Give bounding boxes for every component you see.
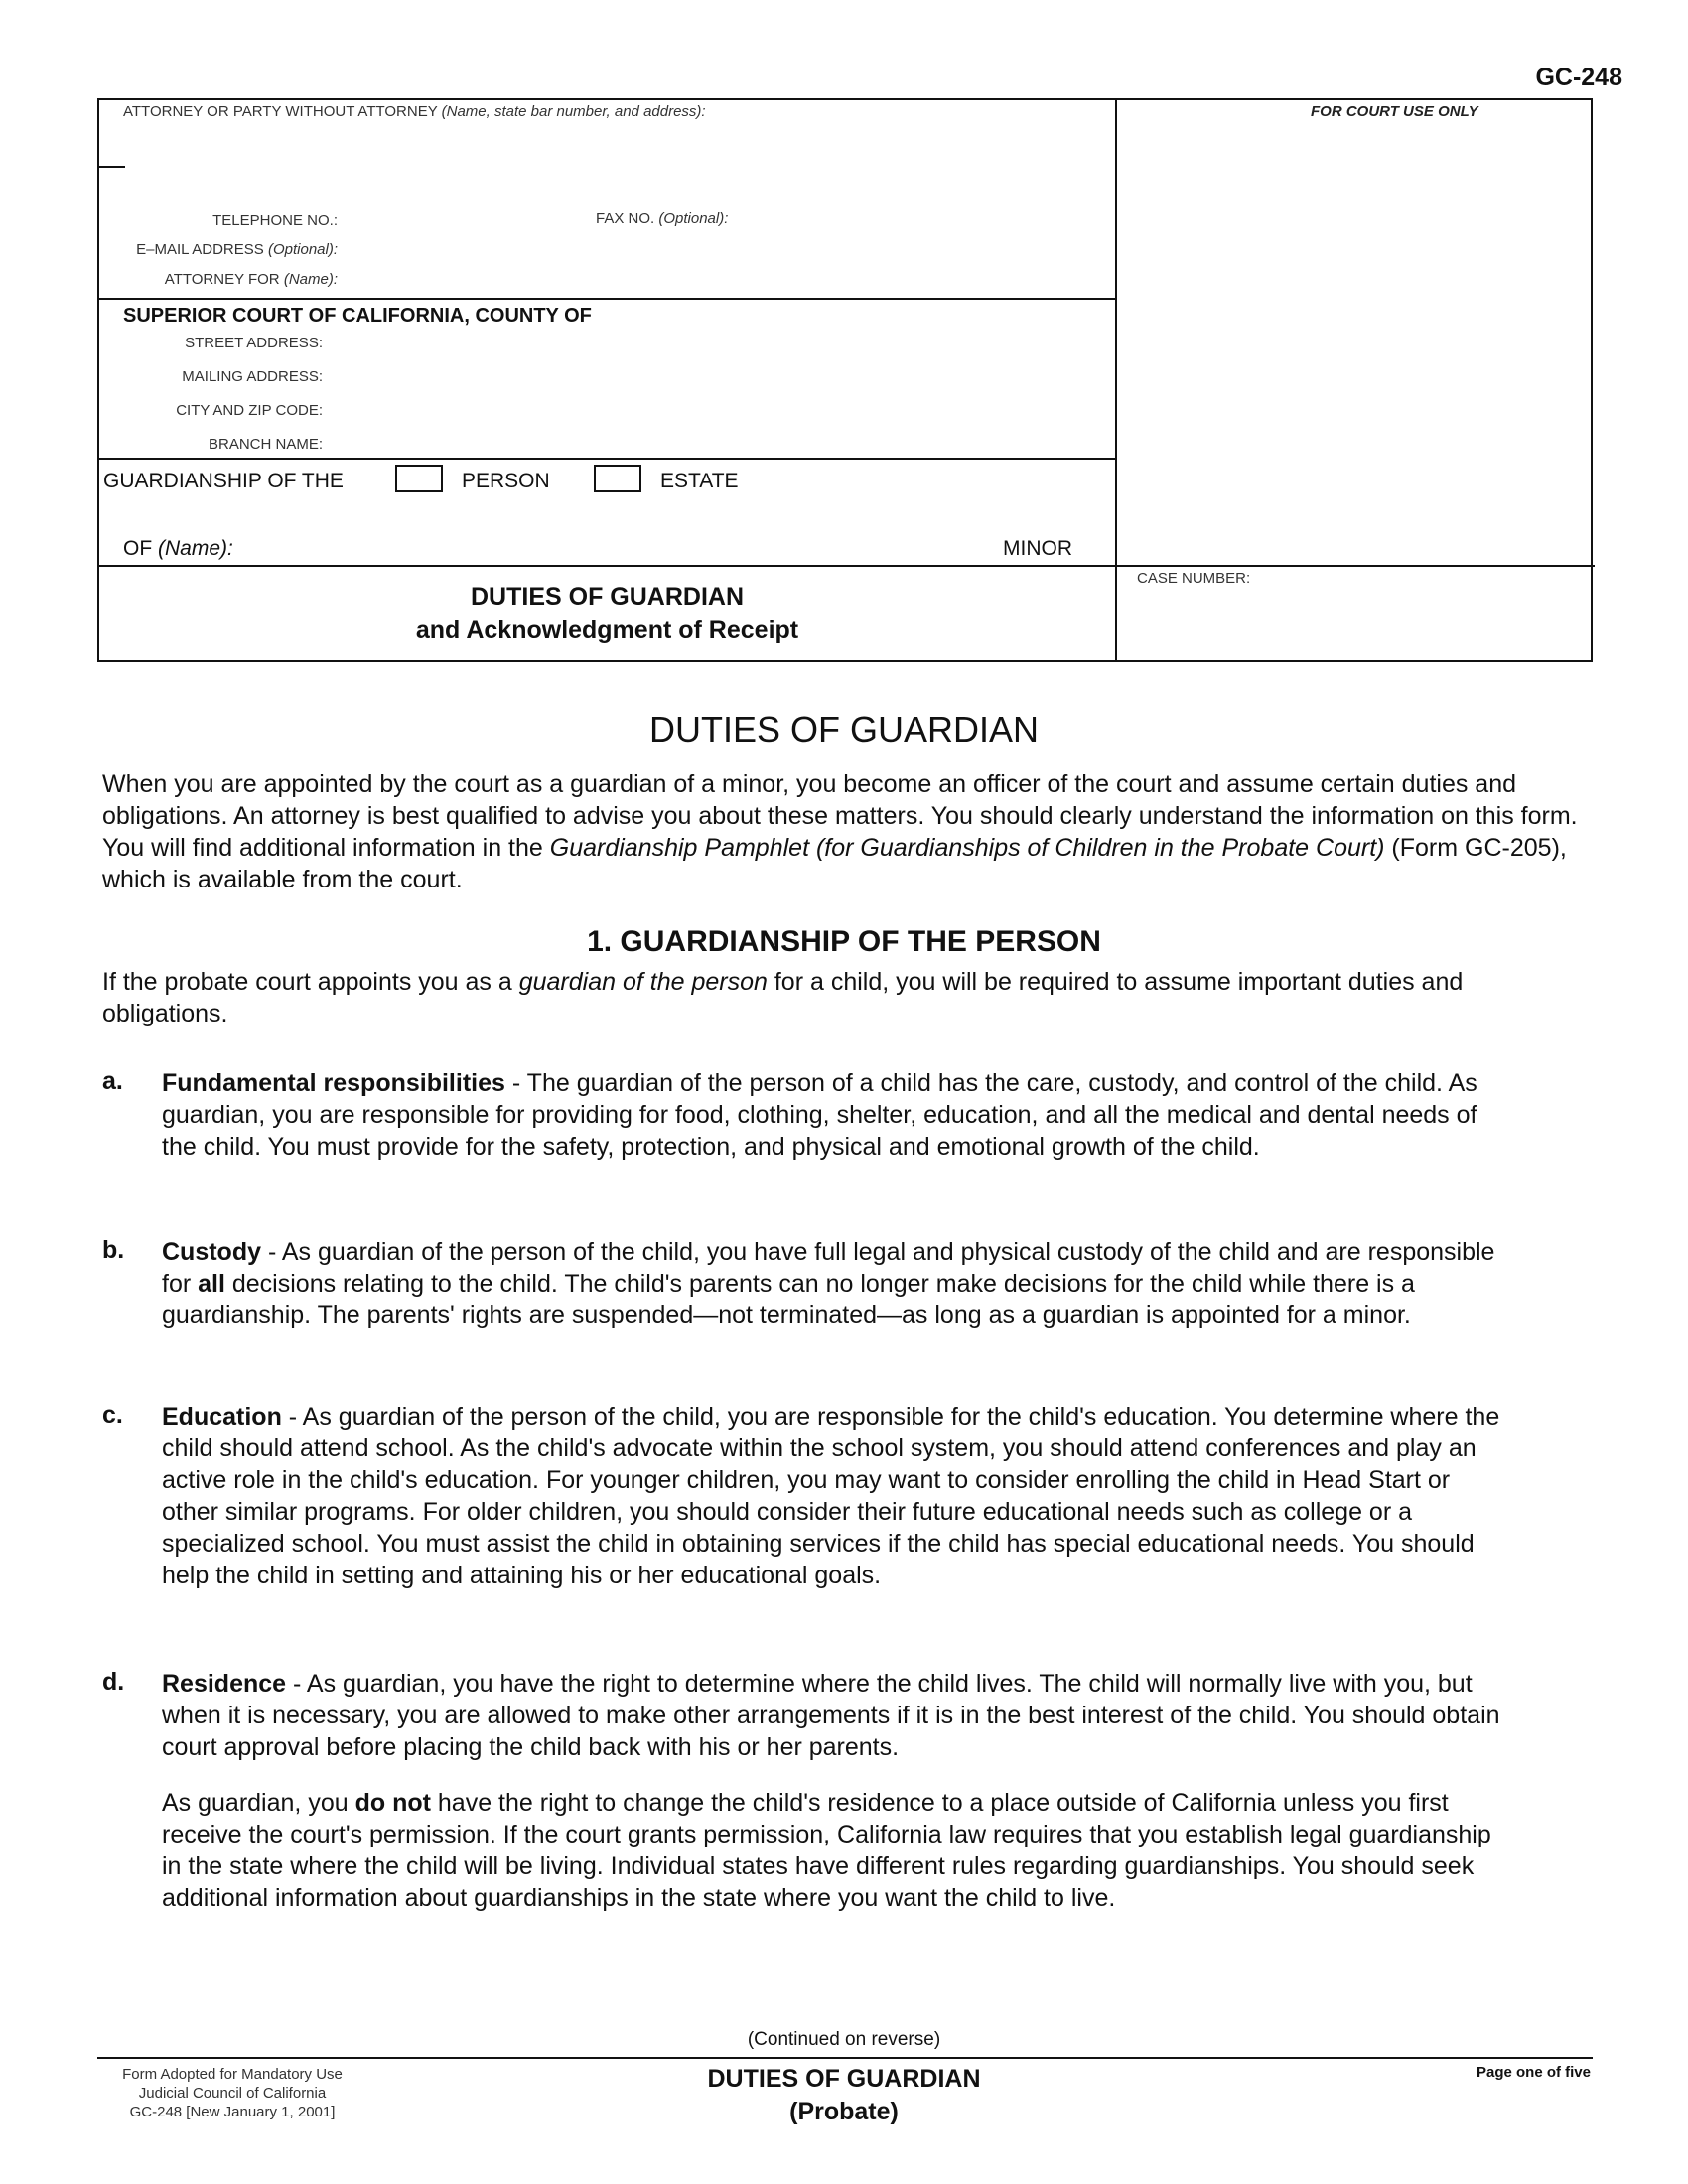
item-custody (102, 1236, 1512, 1331)
mailing-address-label: MAILING ADDRESS: (182, 368, 323, 385)
form-number: GC-248 (1535, 64, 1622, 91)
footer-rule (97, 2057, 1593, 2059)
continued-note: (Continued on reverse) (747, 2029, 941, 2050)
attorney-for-label: ATTORNEY FOR (Name): (164, 271, 338, 288)
item-letter: b. (102, 1236, 125, 1264)
caption-rule (99, 458, 1115, 460)
caption-divider (1115, 100, 1117, 660)
section-heading: 1. GUARDIANSHIP OF THE PERSON (587, 925, 1101, 958)
of-name-label: OF (Name): (123, 537, 233, 560)
estate-checkbox[interactable] (594, 465, 641, 492)
item-letter: c. (102, 1401, 123, 1429)
court-use-label: FOR COURT USE ONLY (1311, 103, 1478, 120)
guardianship-of-the-label: GUARDIANSHIP OF THE (103, 470, 344, 492)
intro-paragraph: When you are appointed by the court as a guardian of a minor, you become an officer of the court and assume certain duties and obligations. An attorney is best qualified to advise you about these matters. You should clearly understand the information on this form. You will find additional information in the Guardianship Pamphlet (for Guardianships of Children in the Probate Court) (Form GC-205), which is available from the court. (102, 770, 1578, 893)
item-letter: d. (102, 1668, 125, 1696)
caption-box (97, 98, 1593, 662)
item-text: Residence - As guardian, you have the right to determine where the child lives. The child will normally live with you, but when it is necessary, you are allowed to make other arrangements if it is in the best interest of the child. You should obtain court approval before placing the child back with his or her parents. (162, 1670, 1500, 1761)
caption-rule (99, 298, 1115, 300)
person-checkbox[interactable] (395, 465, 443, 492)
branch-name-label: BRANCH NAME: (208, 436, 323, 453)
caption-title: DUTIES OF GUARDIAN (471, 583, 744, 611)
case-number-label: CASE NUMBER: (1137, 570, 1251, 587)
item-text: Education - As guardian of the person of the child, you are responsible for the child's education. You determine where the child should attend school. As the child's advocate within the school system, you should attend conferences and play an active role in the child's education. For younger children, you may want to consider enrolling the child in Head Start or other similar programs. For older children, you should consider their future educational needs such as college or a specialized school. You must assist the child in obtaining services if the child has special educational needs. You should help the child in setting and attaining his or her educational goals. (162, 1403, 1500, 1589)
page-heading: DUTIES OF GUARDIAN (648, 709, 1040, 750)
item-letter: a. (102, 1067, 123, 1095)
telephone-label: TELEPHONE NO.: (212, 212, 338, 229)
item-text-continued: As guardian, you do not have the right to change the child's residence to a place outside of California unless you first receive the court's permission. If the court grants permission, California law requires that you establish legal guardianship in the state where the child will be living. Individual states have different rules regarding guardianships. You should seek additional information about guardianships in the state where you want the child to live. (162, 1789, 1491, 1912)
caption-rule (99, 565, 1595, 567)
item-text: Fundamental responsibilities - The guardian of the person of a child has the care, custody, and control of the child. As guardian, you are responsible for providing for food, clothing, shelter, education, and all the medical and dental needs of the child. You must provide for the safety, protection, and physical and emotional growth of the child. (162, 1069, 1477, 1160)
street-address-label: STREET ADDRESS: (185, 335, 323, 351)
page-number: Page one of five (1476, 2064, 1591, 2081)
item-education (102, 1401, 1512, 1591)
attorney-label: ATTORNEY OR PARTY WITHOUT ATTORNEY (Name, state bar number, and address): (123, 103, 706, 120)
item-text: Custody - As guardian of the person of the child, you have full legal and physical custody of the child and are responsible for all decisions relating to the child. The child's parents can no longer make decisions for the child while there is a guardianship. The parents' rights are suspended—not terminated—as long as a guardian is appointed for a minor. (162, 1238, 1495, 1329)
court-name: SUPERIOR COURT OF CALIFORNIA, COUNTY OF (123, 305, 592, 327)
email-label: E–MAIL ADDRESS (Optional): (136, 241, 338, 258)
person-option-label: PERSON (462, 470, 550, 492)
minor-label: MINOR (1003, 537, 1072, 560)
fax-label: FAX NO. (Optional): (596, 210, 729, 227)
footer-adoption-info: Form Adopted for Mandatory Use Judicial Council of California GC-248 [New January 1, 2001] (122, 2066, 343, 2120)
city-zip-label: CITY AND ZIP CODE: (176, 402, 323, 419)
estate-option-label: ESTATE (660, 470, 739, 492)
attorney-field-mark[interactable] (99, 166, 125, 168)
section-intro: If the probate court appoints you as a guardian of the person for a child, you will be required to assume important duties and obligations. (102, 968, 1464, 1027)
footer-title: DUTIES OF GUARDIAN (Probate) (707, 2065, 981, 2125)
item-fundamental-responsibilities (102, 1067, 1512, 1162)
item-residence (102, 1668, 1512, 1914)
caption-subtitle: and Acknowledgment of Receipt (415, 616, 799, 644)
